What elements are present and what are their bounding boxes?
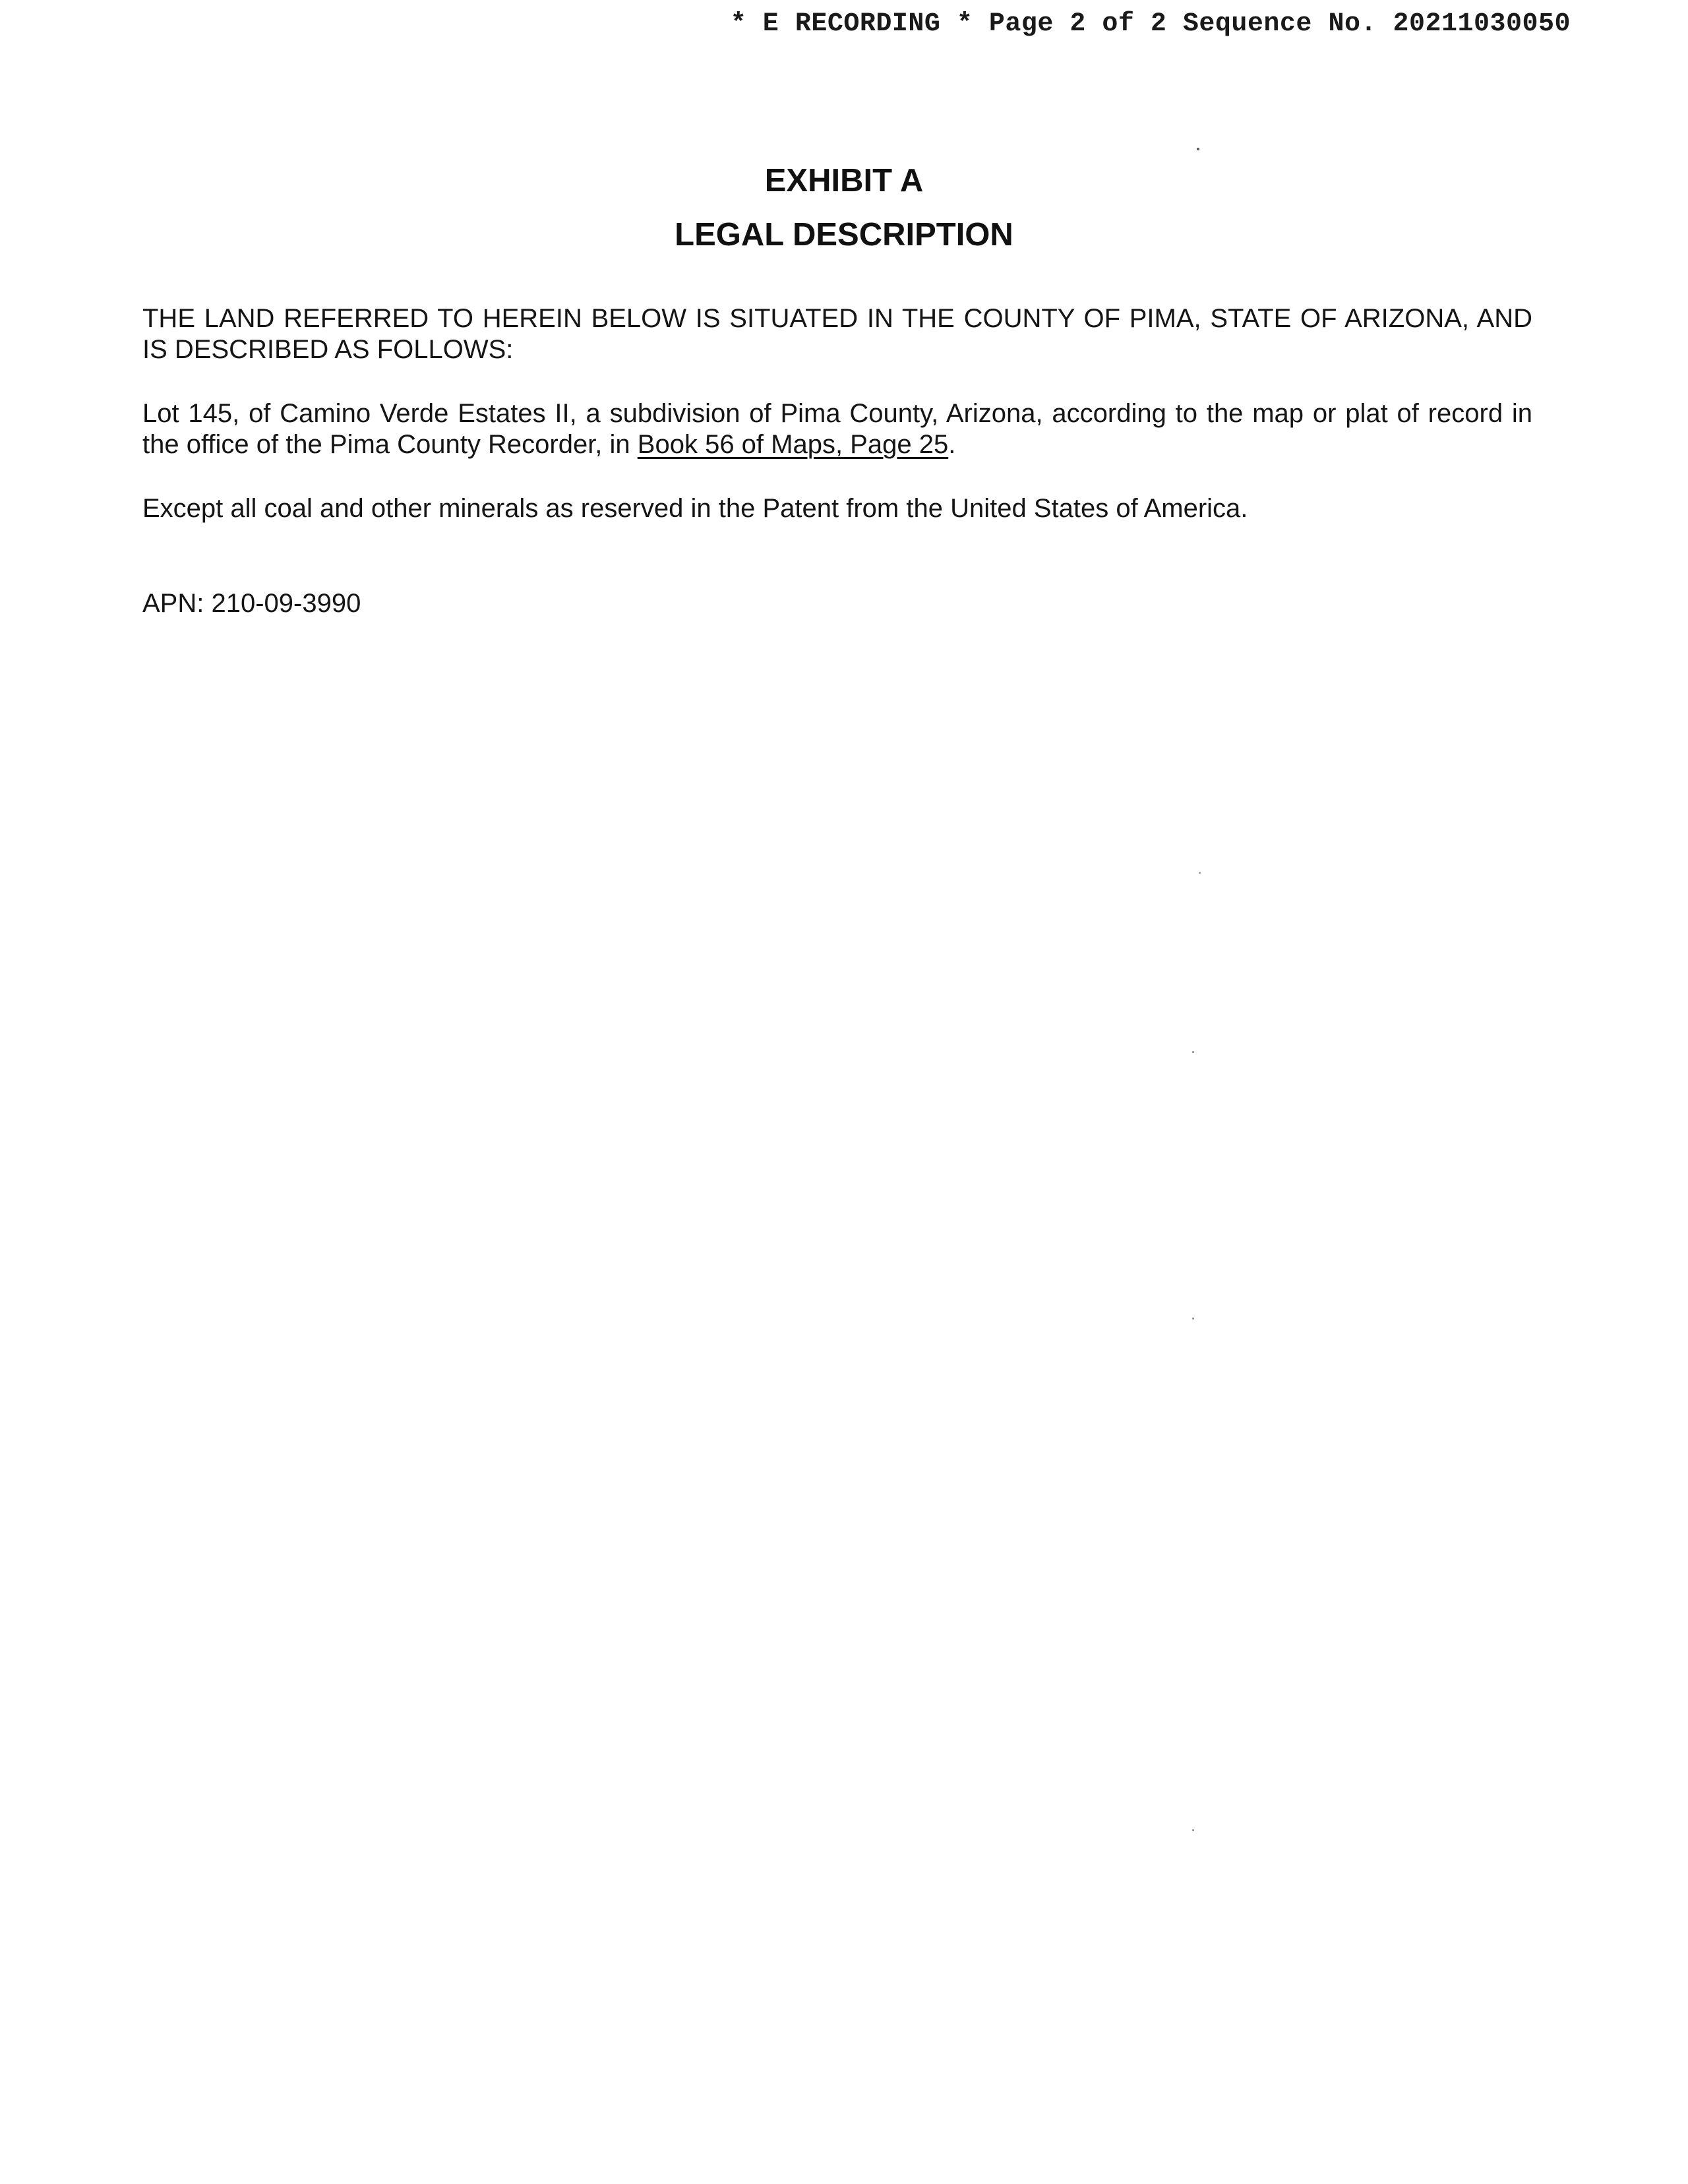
plat-book-reference: Book 56 of Maps, Page 25 [637,430,949,459]
lot-description-end: . [948,430,956,459]
exhibit-title: EXHIBIT A [764,163,924,198]
scan-speck [1192,1051,1194,1053]
exhibit-subtitle: LEGAL DESCRIPTION [675,217,1013,253]
recording-header: * E RECORDING * Page 2 of 2 Sequence No. 20211030050 [730,9,1571,39]
intro-paragraph: THE LAND REFERRED TO HEREIN BELOW IS SITUATED IN THE COUNTY OF PIMA, STATE OF ARIZONA, AND IS DESCRIBED AS FOLLOWS: [142,304,1532,364]
scan-speck [1197,148,1199,150]
scan-speck [1199,872,1201,874]
lot-description-text: Lot 145, of Camino Verde Estates II, a subdivision of Pima County, Arizona, according to the map or plat of record in the office of the Pima County Recorder, in [142,399,1532,459]
apn-line: APN: 210-09-3990 [142,589,361,618]
lot-description-paragraph [142,398,1532,460]
scan-speck [1192,1318,1194,1320]
scan-speck [1192,1829,1194,1831]
mineral-exception-paragraph: Except all coal and other minerals as reserved in the Patent from the United States of America. [142,494,1248,523]
